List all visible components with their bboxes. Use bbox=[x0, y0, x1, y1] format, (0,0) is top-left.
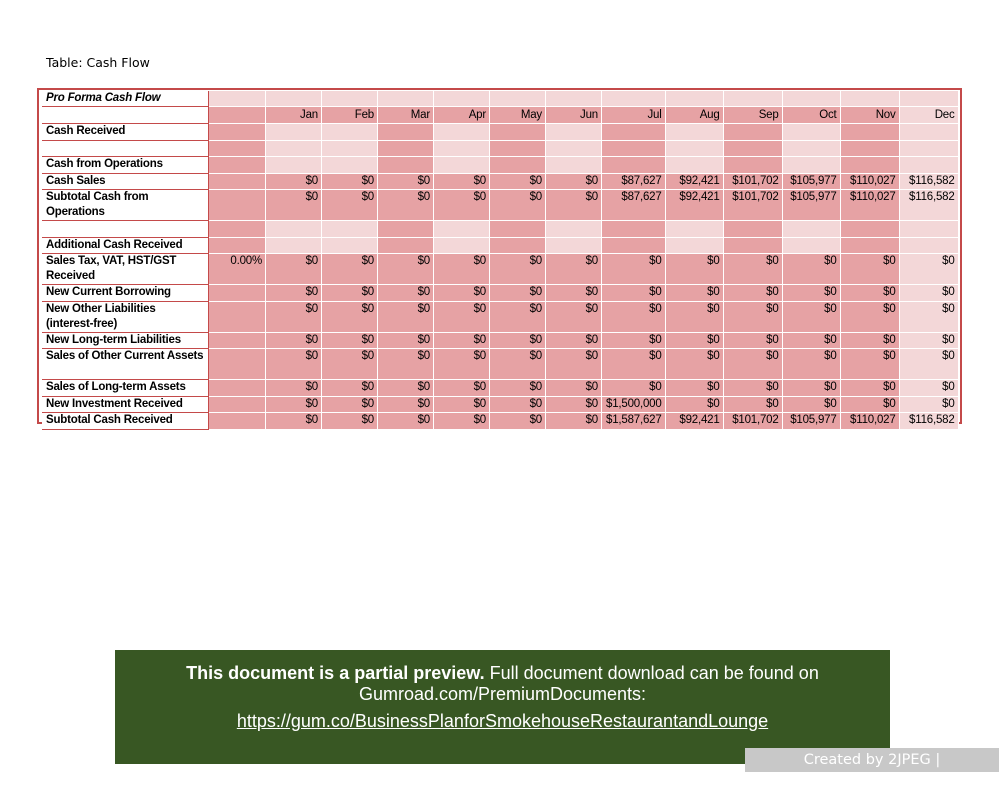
row-value: $0 bbox=[666, 397, 724, 414]
row-percent bbox=[209, 413, 266, 430]
row-value: $0 bbox=[266, 190, 322, 221]
row-value: $0 bbox=[490, 413, 546, 430]
row-value: $0 bbox=[434, 413, 490, 430]
row-value bbox=[602, 157, 666, 174]
row-value: $0 bbox=[841, 285, 900, 302]
row-percent bbox=[209, 238, 266, 255]
row-label: New Long-term Liabilities bbox=[42, 333, 209, 350]
row-value bbox=[378, 221, 434, 238]
row-value: $0 bbox=[434, 285, 490, 302]
row-value: $0 bbox=[322, 174, 378, 191]
row-value: $0 bbox=[378, 254, 434, 285]
row-value: $0 bbox=[266, 254, 322, 285]
row-value: $0 bbox=[378, 302, 434, 333]
row-value bbox=[602, 221, 666, 238]
row-value: $0 bbox=[434, 380, 490, 397]
row-value: $87,627 bbox=[602, 174, 666, 191]
row-value bbox=[546, 124, 602, 141]
table-cell bbox=[783, 91, 841, 107]
row-value: $0 bbox=[378, 285, 434, 302]
row-value: $0 bbox=[841, 380, 900, 397]
row-value bbox=[783, 221, 841, 238]
row-value bbox=[841, 238, 900, 255]
row-value: $0 bbox=[724, 380, 783, 397]
table-cell bbox=[841, 91, 900, 107]
row-value: $0 bbox=[322, 190, 378, 221]
row-value bbox=[266, 238, 322, 255]
row-value: $0 bbox=[266, 333, 322, 350]
row-value: $0 bbox=[900, 397, 959, 414]
month-header: Mar bbox=[378, 107, 434, 124]
row-value bbox=[322, 157, 378, 174]
row-percent bbox=[209, 141, 266, 158]
row-value: $0 bbox=[783, 397, 841, 414]
row-label: Subtotal Cash from Operations bbox=[42, 190, 209, 221]
row-value bbox=[666, 157, 724, 174]
month-header: Nov bbox=[841, 107, 900, 124]
row-value: $105,977 bbox=[783, 413, 841, 430]
row-value: $0 bbox=[546, 302, 602, 333]
row-value: $0 bbox=[841, 349, 900, 380]
row-value bbox=[602, 141, 666, 158]
row-percent bbox=[209, 397, 266, 414]
row-value bbox=[841, 221, 900, 238]
row-value: $0 bbox=[322, 397, 378, 414]
table-cell bbox=[42, 107, 209, 124]
row-label: New Investment Received bbox=[42, 397, 209, 414]
row-percent bbox=[209, 285, 266, 302]
row-value: $101,702 bbox=[724, 190, 783, 221]
row-value: $0 bbox=[322, 254, 378, 285]
row-value: $0 bbox=[724, 333, 783, 350]
row-value bbox=[490, 141, 546, 158]
row-value bbox=[724, 238, 783, 255]
row-value: $0 bbox=[322, 380, 378, 397]
row-value: $87,627 bbox=[602, 190, 666, 221]
row-value bbox=[602, 124, 666, 141]
table-row bbox=[42, 157, 959, 174]
row-value: $0 bbox=[900, 380, 959, 397]
row-value: $0 bbox=[783, 380, 841, 397]
row-value: $0 bbox=[841, 302, 900, 333]
row-value: $0 bbox=[546, 380, 602, 397]
row-value: $0 bbox=[434, 333, 490, 350]
row-value bbox=[434, 141, 490, 158]
row-value bbox=[666, 124, 724, 141]
row-value: $0 bbox=[490, 254, 546, 285]
row-value: $0 bbox=[783, 349, 841, 380]
row-value: $0 bbox=[724, 397, 783, 414]
month-header: Jan bbox=[266, 107, 322, 124]
preview-bold-text: This document is a partial preview. bbox=[186, 663, 485, 683]
table-row bbox=[42, 141, 959, 158]
row-value bbox=[841, 157, 900, 174]
row-value: $0 bbox=[490, 174, 546, 191]
row-label: New Other Liabilities (interest-free) bbox=[42, 302, 209, 333]
table-cell bbox=[666, 91, 724, 107]
row-value bbox=[900, 124, 959, 141]
table-cell bbox=[490, 91, 546, 107]
month-header: May bbox=[490, 107, 546, 124]
row-value: $0 bbox=[266, 174, 322, 191]
preview-text: Full document download can be found on Gumroad.com/PremiumDocuments: bbox=[358, 663, 819, 704]
row-label: Sales of Long-term Assets bbox=[42, 380, 209, 397]
table-cell bbox=[266, 91, 322, 107]
month-header: Dec bbox=[900, 107, 959, 124]
row-value bbox=[378, 124, 434, 141]
row-value: $0 bbox=[900, 254, 959, 285]
row-value: $0 bbox=[378, 397, 434, 414]
row-percent bbox=[209, 349, 266, 380]
row-value: $0 bbox=[322, 302, 378, 333]
row-value: $0 bbox=[322, 349, 378, 380]
table-row bbox=[42, 254, 959, 285]
row-percent: 0.00% bbox=[209, 254, 266, 285]
row-value: $0 bbox=[490, 302, 546, 333]
row-value: $0 bbox=[490, 333, 546, 350]
table-cell bbox=[209, 91, 266, 107]
row-percent bbox=[209, 157, 266, 174]
row-label: Cash from Operations bbox=[42, 157, 209, 174]
row-value: $0 bbox=[724, 302, 783, 333]
row-value bbox=[900, 238, 959, 255]
row-value: $0 bbox=[900, 285, 959, 302]
row-value bbox=[783, 157, 841, 174]
row-value: $0 bbox=[900, 349, 959, 380]
table-cell bbox=[209, 107, 266, 124]
row-value: $0 bbox=[490, 397, 546, 414]
cash-flow-table bbox=[42, 91, 959, 447]
row-value: $116,582 bbox=[900, 174, 959, 191]
row-percent bbox=[209, 190, 266, 221]
row-value bbox=[666, 238, 724, 255]
row-percent bbox=[209, 174, 266, 191]
row-value: $0 bbox=[602, 302, 666, 333]
row-value: $0 bbox=[602, 285, 666, 302]
row-label: Cash Received bbox=[42, 124, 209, 141]
row-value: $110,027 bbox=[841, 190, 900, 221]
table-cell bbox=[322, 91, 378, 107]
row-value: $0 bbox=[783, 285, 841, 302]
row-value: $0 bbox=[602, 254, 666, 285]
row-value bbox=[266, 157, 322, 174]
month-header: Sep bbox=[724, 107, 783, 124]
row-value: $110,027 bbox=[841, 174, 900, 191]
row-value bbox=[434, 124, 490, 141]
row-value: $0 bbox=[546, 254, 602, 285]
row-value: $0 bbox=[378, 349, 434, 380]
row-value: $0 bbox=[490, 349, 546, 380]
row-value bbox=[378, 141, 434, 158]
row-value bbox=[546, 141, 602, 158]
table-cell bbox=[900, 91, 959, 107]
row-value: $0 bbox=[322, 413, 378, 430]
row-value: $0 bbox=[434, 254, 490, 285]
row-value: $0 bbox=[900, 302, 959, 333]
row-value bbox=[322, 238, 378, 255]
row-value bbox=[266, 124, 322, 141]
row-value: $92,421 bbox=[666, 174, 724, 191]
row-value: $110,027 bbox=[841, 413, 900, 430]
table-title: Pro Forma Cash Flow bbox=[42, 91, 209, 107]
row-label bbox=[42, 141, 209, 158]
table-row bbox=[42, 190, 959, 221]
row-value: $92,421 bbox=[666, 190, 724, 221]
row-value: $101,702 bbox=[724, 413, 783, 430]
row-value bbox=[546, 157, 602, 174]
row-value: $1,587,627 bbox=[602, 413, 666, 430]
row-value bbox=[724, 157, 783, 174]
row-value: $0 bbox=[666, 285, 724, 302]
row-value: $0 bbox=[378, 333, 434, 350]
month-header: Apr bbox=[434, 107, 490, 124]
row-value bbox=[322, 141, 378, 158]
row-value: $105,977 bbox=[783, 190, 841, 221]
table-row bbox=[42, 285, 959, 302]
row-value bbox=[490, 124, 546, 141]
row-value: $0 bbox=[490, 380, 546, 397]
row-value: $0 bbox=[724, 254, 783, 285]
row-value bbox=[434, 238, 490, 255]
month-header: Aug bbox=[666, 107, 724, 124]
row-value bbox=[490, 238, 546, 255]
row-label: Additional Cash Received bbox=[42, 238, 209, 255]
row-value: $0 bbox=[266, 302, 322, 333]
row-label: New Current Borrowing bbox=[42, 285, 209, 302]
row-value bbox=[783, 238, 841, 255]
table-row bbox=[42, 380, 959, 397]
table-row bbox=[42, 124, 959, 141]
row-value bbox=[490, 221, 546, 238]
table-caption: Table: Cash Flow bbox=[46, 55, 150, 70]
table-cell bbox=[602, 91, 666, 107]
table-row bbox=[42, 221, 959, 238]
row-value: $0 bbox=[434, 397, 490, 414]
row-label: Subtotal Cash Received bbox=[42, 413, 209, 430]
row-value: $0 bbox=[434, 349, 490, 380]
row-value: $0 bbox=[322, 333, 378, 350]
row-value: $0 bbox=[666, 254, 724, 285]
row-value: $0 bbox=[841, 254, 900, 285]
row-value: $0 bbox=[546, 413, 602, 430]
row-label: Sales Tax, VAT, HST/GST Received bbox=[42, 254, 209, 285]
row-value: $0 bbox=[546, 285, 602, 302]
table-cell bbox=[378, 91, 434, 107]
row-value bbox=[841, 141, 900, 158]
row-label: Cash Sales bbox=[42, 174, 209, 191]
row-label: Sales of Other Current Assets bbox=[42, 349, 209, 380]
row-value: $0 bbox=[666, 333, 724, 350]
row-value: $0 bbox=[724, 285, 783, 302]
row-value: $0 bbox=[490, 190, 546, 221]
row-value: $0 bbox=[724, 349, 783, 380]
preview-message bbox=[115, 663, 890, 705]
row-value bbox=[783, 141, 841, 158]
row-value: $0 bbox=[322, 285, 378, 302]
row-value: $0 bbox=[266, 285, 322, 302]
table-cell bbox=[434, 91, 490, 107]
row-value: $0 bbox=[266, 349, 322, 380]
row-value: $0 bbox=[666, 349, 724, 380]
row-value bbox=[546, 221, 602, 238]
row-value bbox=[266, 221, 322, 238]
row-value bbox=[322, 221, 378, 238]
row-value bbox=[900, 221, 959, 238]
table-cell bbox=[42, 430, 959, 447]
watermark: Created by 2JPEG | www.2jpeg.com bbox=[745, 748, 999, 772]
row-value: $0 bbox=[841, 397, 900, 414]
row-percent bbox=[209, 124, 266, 141]
row-value: $0 bbox=[602, 349, 666, 380]
download-link[interactable]: https://gum.co/BusinessPlanforSmokehouseRestaurantandLounge bbox=[236, 711, 769, 731]
row-value: $0 bbox=[841, 333, 900, 350]
table-row bbox=[42, 333, 959, 350]
row-percent bbox=[209, 221, 266, 238]
row-value: $116,582 bbox=[900, 413, 959, 430]
cash-flow-table-frame bbox=[37, 88, 962, 424]
row-value: $0 bbox=[266, 413, 322, 430]
row-value bbox=[378, 157, 434, 174]
row-value bbox=[378, 238, 434, 255]
row-value: $0 bbox=[434, 190, 490, 221]
row-value bbox=[724, 221, 783, 238]
row-value: $0 bbox=[378, 380, 434, 397]
row-percent bbox=[209, 333, 266, 350]
row-value: $0 bbox=[434, 174, 490, 191]
row-value bbox=[546, 238, 602, 255]
row-label bbox=[42, 221, 209, 238]
row-value bbox=[724, 141, 783, 158]
table-row bbox=[42, 397, 959, 414]
row-value: $0 bbox=[783, 254, 841, 285]
table-title-row bbox=[42, 91, 959, 107]
row-value: $0 bbox=[900, 333, 959, 350]
month-header-row bbox=[42, 107, 959, 124]
month-header: Feb bbox=[322, 107, 378, 124]
row-value: $0 bbox=[783, 333, 841, 350]
row-value: $116,582 bbox=[900, 190, 959, 221]
row-value: $0 bbox=[602, 380, 666, 397]
row-percent bbox=[209, 302, 266, 333]
table-row bbox=[42, 430, 959, 447]
row-value: $0 bbox=[602, 333, 666, 350]
row-value bbox=[900, 141, 959, 158]
row-value: $0 bbox=[546, 190, 602, 221]
row-value: $0 bbox=[666, 302, 724, 333]
table-row bbox=[42, 302, 959, 333]
table-cell bbox=[724, 91, 783, 107]
row-value bbox=[783, 124, 841, 141]
row-value bbox=[434, 157, 490, 174]
row-value: $0 bbox=[666, 380, 724, 397]
table-cell bbox=[546, 91, 602, 107]
row-value: $0 bbox=[266, 397, 322, 414]
row-value: $0 bbox=[434, 302, 490, 333]
row-value bbox=[666, 141, 724, 158]
row-value bbox=[266, 141, 322, 158]
row-value: $0 bbox=[266, 380, 322, 397]
table-row bbox=[42, 349, 959, 380]
row-value: $105,977 bbox=[783, 174, 841, 191]
row-value: $0 bbox=[378, 190, 434, 221]
row-value: $1,500,000 bbox=[602, 397, 666, 414]
row-value bbox=[900, 157, 959, 174]
preview-banner bbox=[115, 650, 890, 764]
row-value: $0 bbox=[378, 413, 434, 430]
row-value: $0 bbox=[783, 302, 841, 333]
row-value: $0 bbox=[546, 349, 602, 380]
row-value: $0 bbox=[490, 285, 546, 302]
table-row bbox=[42, 174, 959, 191]
row-value: $101,702 bbox=[724, 174, 783, 191]
row-value bbox=[841, 124, 900, 141]
row-percent bbox=[209, 380, 266, 397]
row-value bbox=[602, 238, 666, 255]
row-value bbox=[434, 221, 490, 238]
row-value bbox=[724, 124, 783, 141]
row-value bbox=[666, 221, 724, 238]
month-header: Oct bbox=[783, 107, 841, 124]
row-value: $0 bbox=[546, 174, 602, 191]
row-value: $0 bbox=[378, 174, 434, 191]
row-value: $92,421 bbox=[666, 413, 724, 430]
row-value: $0 bbox=[546, 333, 602, 350]
row-value bbox=[322, 124, 378, 141]
month-header: Jun bbox=[546, 107, 602, 124]
table-row bbox=[42, 238, 959, 255]
row-value: $0 bbox=[546, 397, 602, 414]
month-header: Jul bbox=[602, 107, 666, 124]
table-row bbox=[42, 413, 959, 430]
row-value bbox=[490, 157, 546, 174]
